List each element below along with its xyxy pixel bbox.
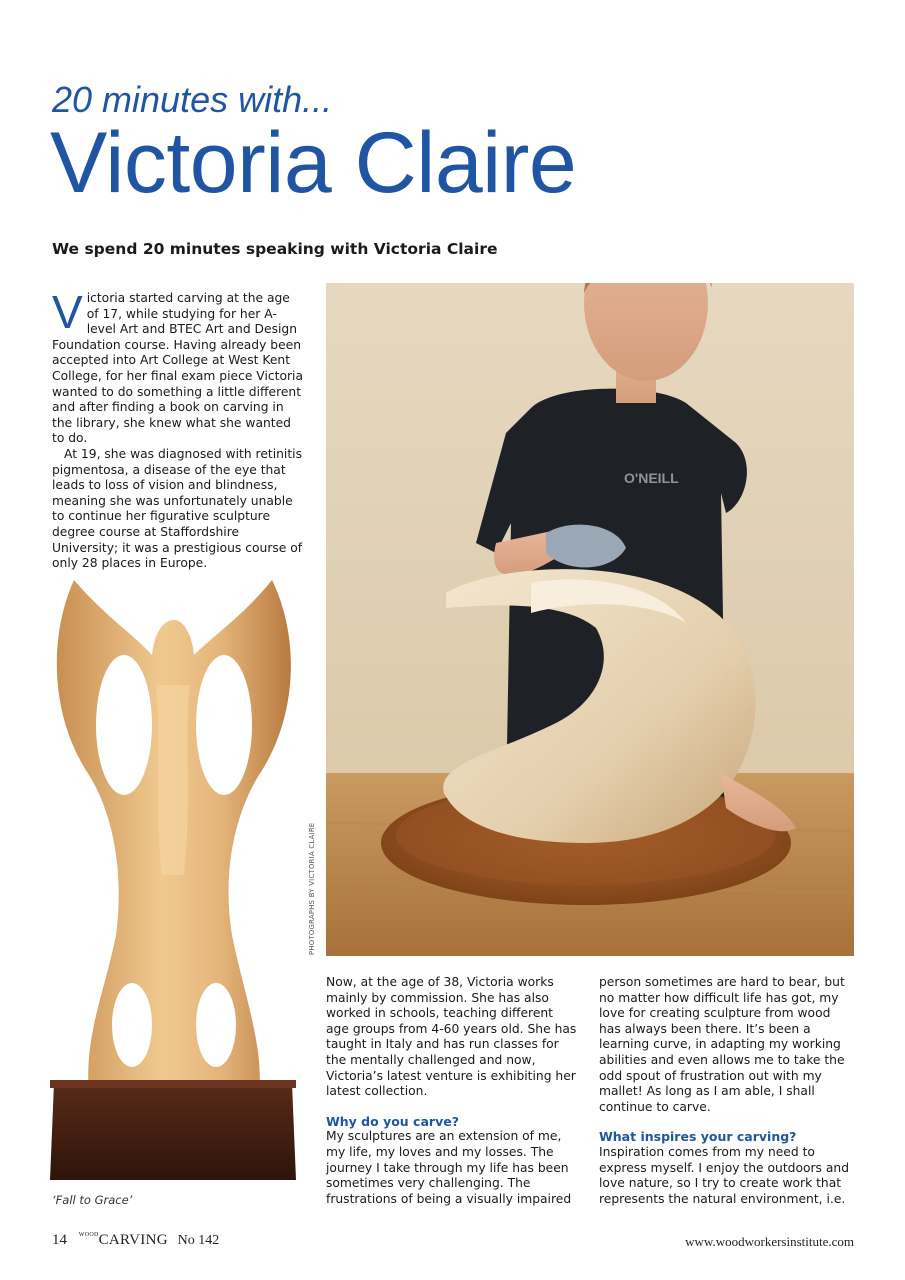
artist-photo <box>326 283 854 956</box>
article-kicker: 20 minutes with... <box>52 79 333 120</box>
magazine-name: $^{WOOD}$CARVING <box>78 1232 168 1248</box>
column2-heading: Why do you carve? <box>326 1113 459 1129</box>
sculpture-caption: ‘Fall to Grace’ <box>52 1193 133 1207</box>
article-standfirst: We spend 20 minutes speaking with Victoria Claire <box>52 240 498 258</box>
body-column-2 <box>326 975 578 1207</box>
page-number: 14 <box>52 1232 67 1248</box>
column2-paragraph-2: My sculptures are an extension of me, my life, my loves and my losses. The journey I take through my life has been sometimes very challenging. The frustrations of being a visually impaired <box>326 1129 572 1206</box>
drop-cap: V <box>52 286 83 338</box>
body-column-3 <box>599 975 855 1207</box>
column1-paragraph-1: ictoria started carving at the age of 17, while studying for her A-level Art and BTEC Art and Design Foundation course. Having already been accepted into Art College at West Kent College, for her final exam piece Victoria wanted to do something a little different and after finding a book on carving in the library, she knew what she wanted to do. <box>52 291 303 446</box>
column2-paragraph-1: Now, at the age of 38, Victoria works mainly by commission. She has also worked in schools, teaching different age groups from 4-60 years old. She has taught in Italy and has run classes for the mentally challenged and now, Victoria’s latest venture is exhibiting her latest collection. <box>326 975 577 1099</box>
page-footer <box>52 1232 219 1249</box>
article-title: Victoria Claire <box>50 115 577 211</box>
body-column-1 <box>52 286 304 572</box>
column3-paragraph-2: Inspiration comes from my need to express myself. I enjoy the outdoors and love nature, so I try to create work that represents the natural environment, i.e. <box>599 1144 850 1206</box>
website-url: www.woodworkersinstitute.com <box>685 1234 854 1249</box>
issue-number: No 142 <box>177 1233 220 1248</box>
shirt-logo: O'NEILL <box>624 470 679 486</box>
column1-paragraph-2: At 19, she was diagnosed with retinitis pigmentosa, a disease of the eye that leads to loss of vision and blindness, meaning she was unfortunately unable to continue her figurative sculpture degree course at Staffordshire University; it was a prestigious course of only 28 places in Europe. <box>52 446 303 571</box>
sculpture-photo <box>44 575 302 1187</box>
photo-credit: PHOTOGRAPHS BY VICTORIA CLAIRE <box>308 822 316 955</box>
column3-heading: What inspires your carving? <box>599 1129 797 1145</box>
column3-paragraph-1: person sometimes are hard to bear, but no matter how difficult life has got, my love for creating sculpture from wood has always been there. It’s been a learning curve, in adapting my working abilities and even allows me to take the odd spout of frustration out with my mallet! As long as I am able, I shall continue to carve. <box>599 975 845 1114</box>
